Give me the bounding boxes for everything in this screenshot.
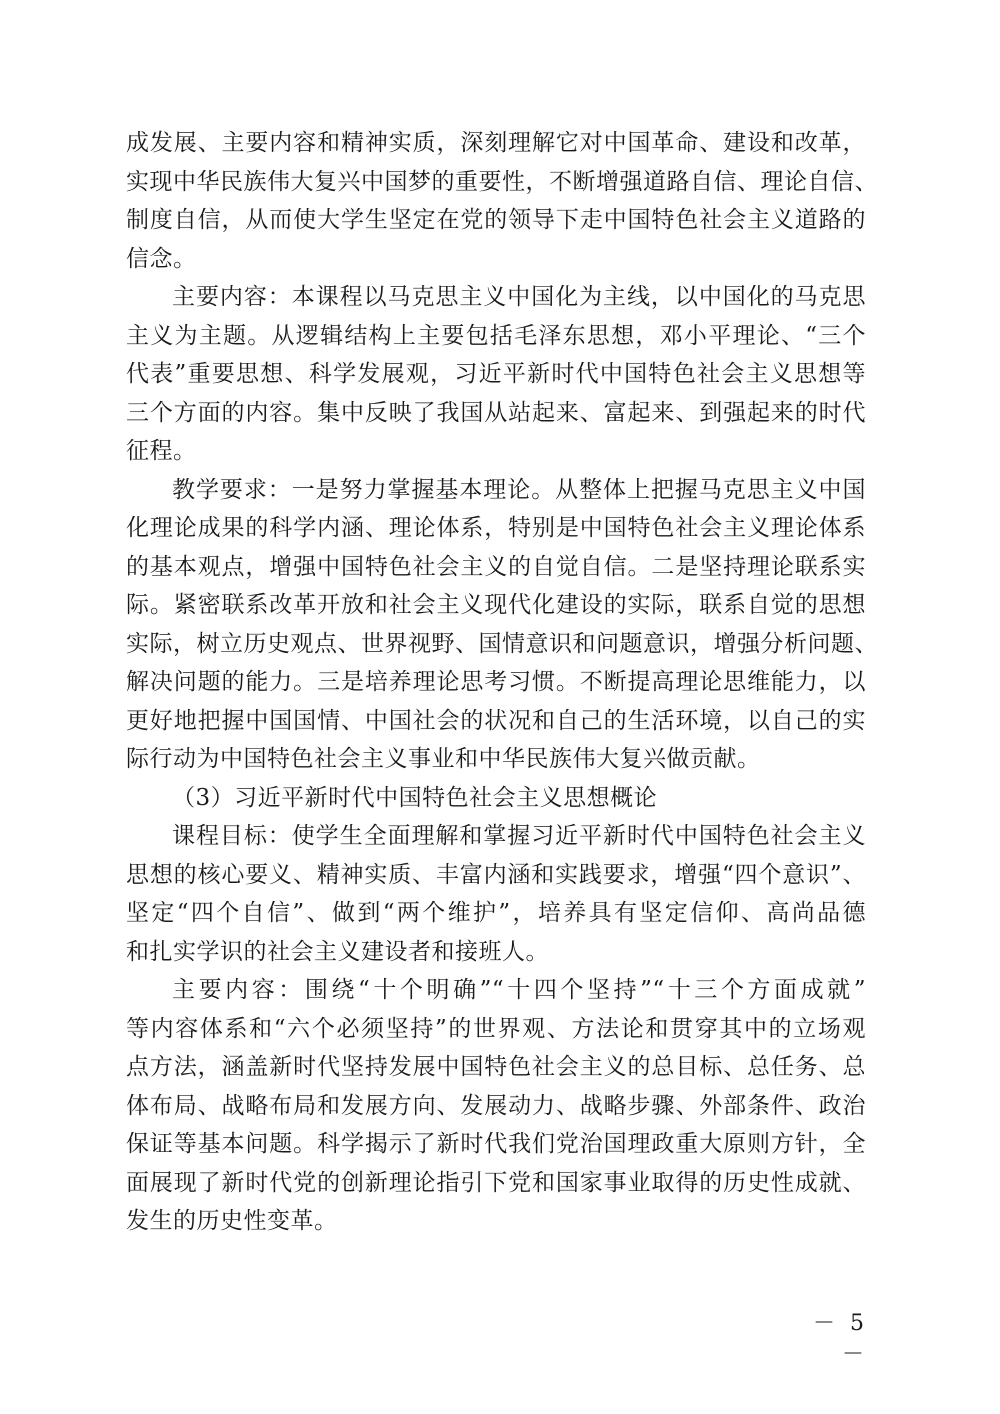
text-line: 和扎实学识的社会主义建设者和接班人。 [126,938,549,965]
text-line: 更好地把握中国国情、中国社会的状况和自己的生活环境，以自己的实 [126,707,866,734]
text-line: 际。紧密联系改革开放和社会主义现代化建设的实际，联系自觉的思想 [126,592,866,618]
text-line: 发生的历史性变革。 [126,1208,338,1234]
text-line: 实现中华民族伟大复兴中国梦的重要性，不断增强道路自信、理论自信、 [126,168,878,195]
paragraph-first-line: 主要内容：围绕“十个明确”“十四个坚持”“十三个方面成就” [172,977,866,1003]
text-line: 际行动为中国特色社会主义事业和中华民族伟大复兴做贡献。 [126,746,761,772]
text-line: 三个方面的内容。集中反映了我国从站起来、富起来、到强起来的时代 [126,399,866,426]
text-line: 制度自信，从而使大学生坚定在党的领导下走中国特色社会主义道路的 [126,207,866,233]
text-line: 代表”重要思想、科学发展观，习近平新时代中国特色社会主义思想等 [126,361,866,387]
section-heading: （3）习近平新时代中国特色社会主义思想概论 [172,784,658,811]
paragraph-first-line: 教学要求：一是努力掌握基本理论。从整体上把握马克思主义中国 [172,476,866,503]
text-line: 化理论成果的科学内涵、理论体系，特别是中国特色社会主义理论体系 [126,515,866,541]
text-line: 面展现了新时代党的创新理论指引下党和国家事业取得的历史性成就、 [126,1169,866,1196]
text-line: 坚定“四个自信”、做到“两个维护”，培养具有坚定信仰、高尚品德 [126,900,866,926]
text-line: 思想的核心要义、精神实质、丰富内涵和实践要求，增强“四个意识”、 [126,861,866,888]
text-line: 成发展、主要内容和精神实质，深刻理解它对中国革命、建设和改革， [126,130,866,156]
paragraph-first-line: 主要内容：本课程以马克思主义中国化为主线，以中国化的马克思 [172,284,866,310]
text-line: 解决问题的能力。三是培养理论思考习惯。不断提高理论思维能力，以 [126,669,866,695]
paragraph-first-line: 课程目标：使学生全面理解和掌握习近平新时代中国特色社会主义 [172,823,866,849]
document-body [126,124,878,1241]
page-number: － 5 － [813,1311,868,1367]
text-line: 主义为主题。从逻辑结构上主要包括毛泽东思想，邓小平理论、“三个 [126,322,866,349]
text-line: 实际，树立历史观点、世界视野、国情意识和问题意识，增强分析问题、 [126,630,878,657]
text-line: 的基本观点，增强中国特色社会主义的自觉自信。二是坚持理论联系实 [126,553,866,580]
text-line: 保证等基本问题。科学揭示了新时代我们党治国理政重大原则方针，全 [126,1131,866,1157]
text-line: 体布局、战略布局和发展方向、发展动力、战略步骤、外部条件、政治 [126,1092,866,1119]
text-line: 等内容体系和“六个必须坚持”的世界观、方法论和贯穿其中的立场观 [126,1015,866,1042]
text-line: 征程。 [126,438,197,464]
text-line: 点方法，涵盖新时代坚持发展中国特色社会主义的总目标、总任务、总 [126,1054,866,1080]
text-line: 信念。 [126,245,197,272]
